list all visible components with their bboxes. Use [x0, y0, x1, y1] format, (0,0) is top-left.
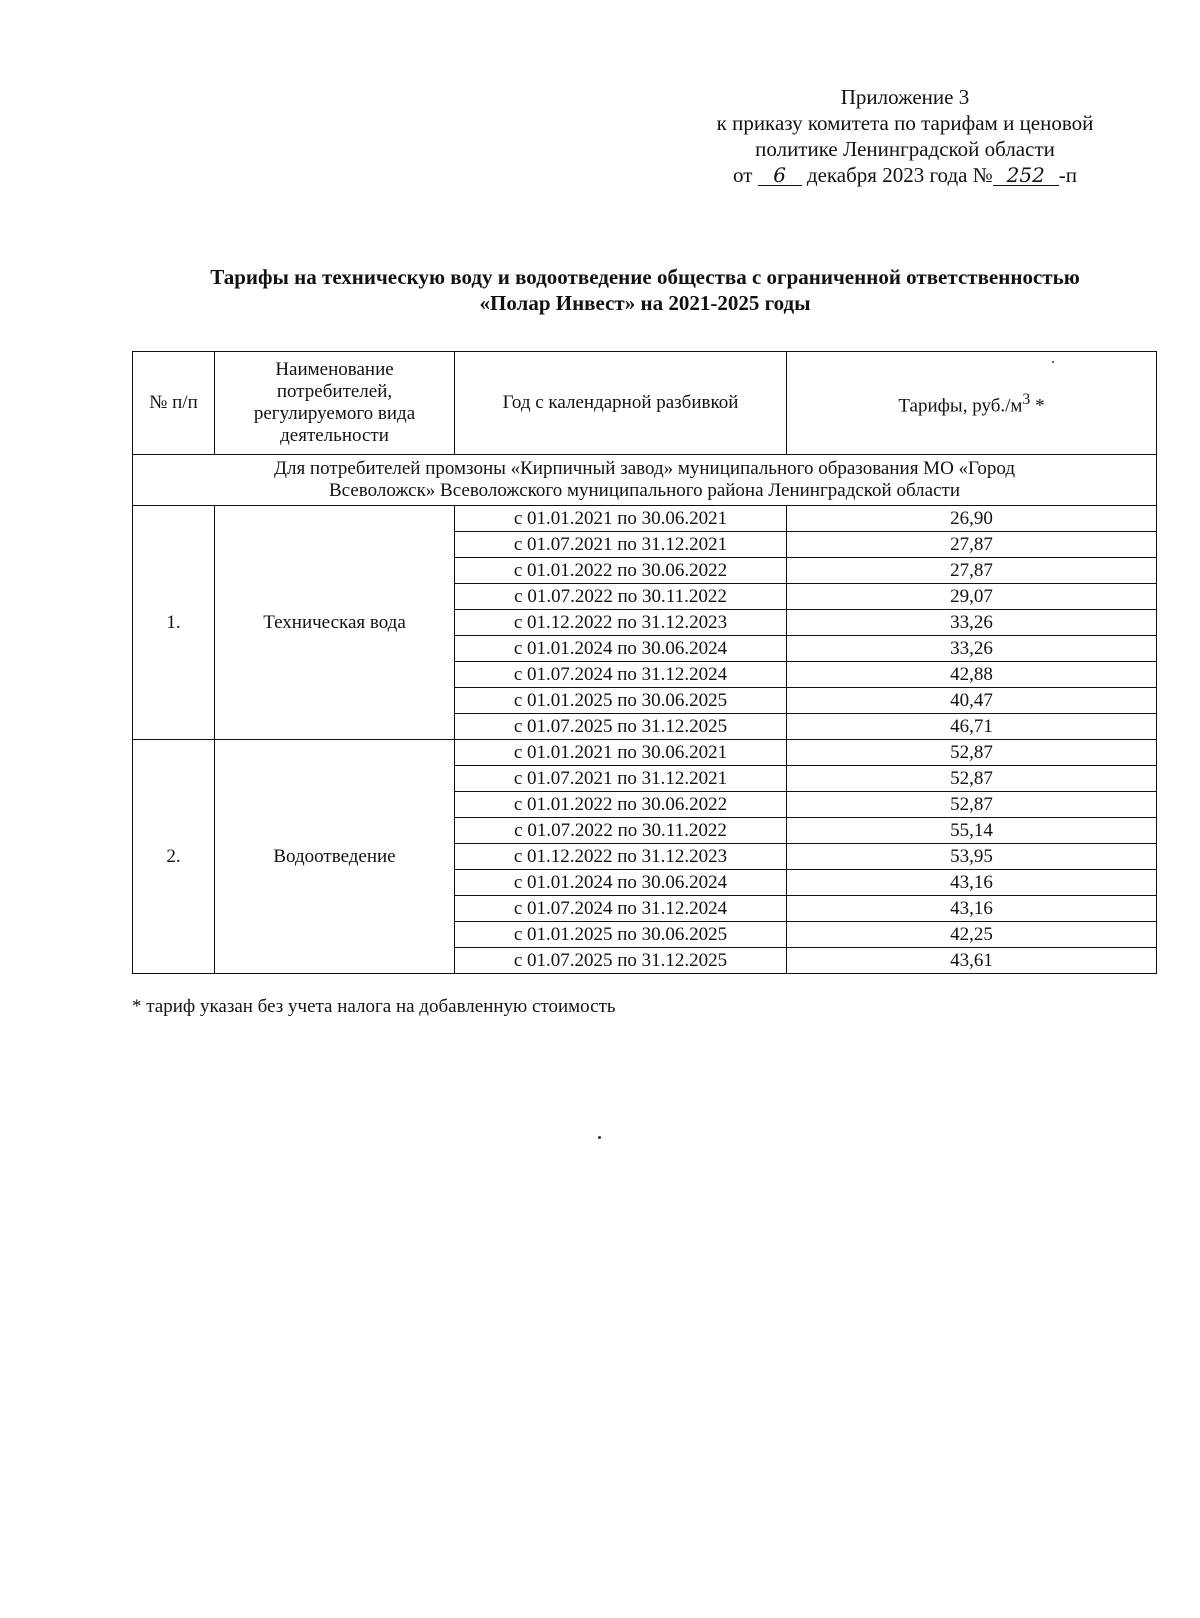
activity-name: Водоотведение: [215, 740, 455, 974]
table-row: [133, 740, 1157, 766]
tariff-cell: 42,25: [787, 922, 1157, 948]
period-cell: с 01.07.2022 по 30.11.2022: [455, 584, 787, 610]
header-tariff-label: Тарифы, руб./м: [898, 395, 1023, 417]
order-suffix: -п: [1058, 163, 1077, 187]
row-number: 1.: [133, 506, 215, 740]
header-name: Наименование потребителей, регулируемого вида деятельности: [215, 352, 455, 455]
title-line-1: Тарифы на техническую воду и водоотведение общества с ограниченной ответственностью: [210, 265, 1080, 289]
zone-line-2: Всеволожск» Всеволожского муниципального района Ленинградской области: [328, 480, 960, 501]
header-period: Год с календарной разбивкой: [455, 352, 787, 455]
tariff-cell: 52,87: [787, 766, 1157, 792]
zone-row: [133, 455, 1157, 506]
annex-reference: к приказу комитета по тарифам и ценовой: [716, 111, 1094, 135]
period-cell: с 01.01.2025 по 30.06.2025: [455, 922, 787, 948]
tariff-cell: 26,90: [787, 506, 1157, 532]
tariff-cell: 43,61: [787, 948, 1157, 974]
header-number: № п/п: [133, 352, 215, 455]
period-cell: с 01.01.2021 по 30.06.2021: [455, 740, 787, 766]
period-cell: с 01.07.2021 по 31.12.2021: [455, 766, 787, 792]
period-cell: с 01.01.2025 по 30.06.2025: [455, 688, 787, 714]
tariff-cell: 33,26: [787, 636, 1157, 662]
date-prefix: от: [733, 163, 753, 187]
table-row: [133, 506, 1157, 532]
scan-speck: [1052, 361, 1054, 363]
handwritten-order-number: 252: [993, 165, 1059, 186]
activity-name: Техническая вода: [215, 506, 455, 740]
tariff-cell: 53,95: [787, 844, 1157, 870]
period-cell: с 01.01.2022 по 30.06.2022: [455, 792, 787, 818]
tariff-cell: 52,87: [787, 792, 1157, 818]
tariff-cell: 55,14: [787, 818, 1157, 844]
tariff-table: [132, 351, 1157, 974]
tariff-cell: 40,47: [787, 688, 1157, 714]
tariff-cell: 43,16: [787, 870, 1157, 896]
scan-speck: [598, 1136, 601, 1139]
period-cell: с 01.07.2024 по 31.12.2024: [455, 662, 787, 688]
tariff-cell: 42,88: [787, 662, 1157, 688]
header-tariff: [787, 352, 1157, 455]
row-number: 2.: [133, 740, 215, 974]
annex-authority: политике Ленинградской области: [755, 137, 1055, 161]
zone-description: [133, 455, 1157, 506]
period-cell: с 01.07.2022 по 30.11.2022: [455, 818, 787, 844]
tariff-cell: 27,87: [787, 532, 1157, 558]
handwritten-day: 6: [758, 165, 802, 186]
period-cell: с 01.07.2021 по 31.12.2021: [455, 532, 787, 558]
tariff-cell: 46,71: [787, 714, 1157, 740]
tariff-cell: 43,16: [787, 896, 1157, 922]
document-title: [130, 264, 1160, 316]
tariff-cell: 29,07: [787, 584, 1157, 610]
date-middle: декабря 2023 года №: [806, 163, 993, 187]
title-line-2: «Полар Инвест» на 2021-2025 годы: [479, 291, 811, 315]
period-cell: с 01.01.2024 по 30.06.2024: [455, 636, 787, 662]
period-cell: с 01.01.2024 по 30.06.2024: [455, 870, 787, 896]
tariff-cell: 52,87: [787, 740, 1157, 766]
annex-header: [640, 84, 1170, 188]
header-tariff-mark: *: [1030, 395, 1045, 417]
period-cell: с 01.01.2021 по 30.06.2021: [455, 506, 787, 532]
tariff-cell: 33,26: [787, 610, 1157, 636]
period-cell: с 01.12.2022 по 31.12.2023: [455, 610, 787, 636]
header-tariff-sup: 3: [1022, 390, 1031, 408]
footnote: * тариф указан без учета налога на добавленную стоимость: [132, 996, 616, 1017]
period-cell: с 01.07.2025 по 31.12.2025: [455, 948, 787, 974]
period-cell: с 01.01.2022 по 30.06.2022: [455, 558, 787, 584]
table-header-row: [133, 352, 1157, 455]
period-cell: с 01.07.2025 по 31.12.2025: [455, 714, 787, 740]
zone-line-1: Для потребителей промзоны «Кирпичный завод» муниципального образования МО «Город: [274, 458, 1015, 479]
period-cell: с 01.12.2022 по 31.12.2023: [455, 844, 787, 870]
annex-title: Приложение 3: [840, 85, 970, 109]
annex-date-line: [640, 162, 1170, 188]
period-cell: с 01.07.2024 по 31.12.2024: [455, 896, 787, 922]
tariff-cell: 27,87: [787, 558, 1157, 584]
